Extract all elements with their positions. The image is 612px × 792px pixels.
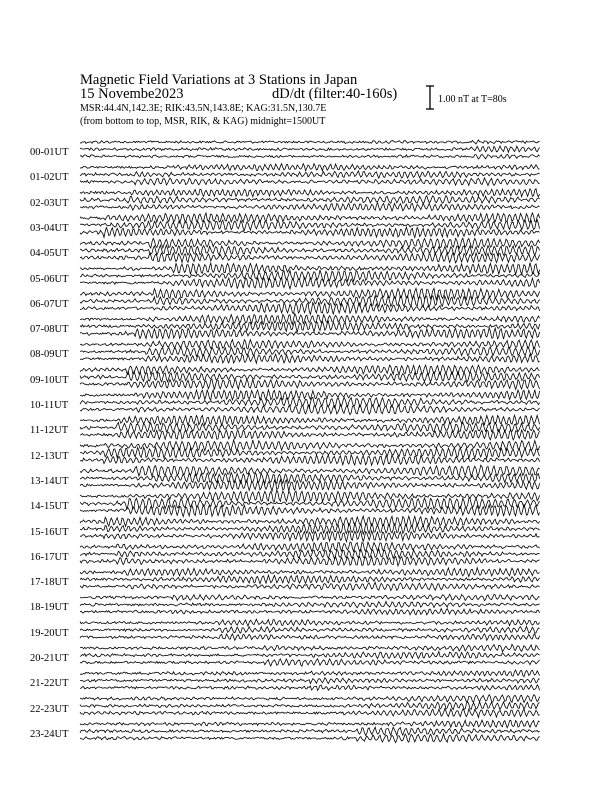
- row-label: 23-24UT: [30, 728, 69, 740]
- trace-line: [80, 227, 540, 238]
- trace-line: [80, 422, 540, 432]
- row-label: 08-09UT: [30, 349, 69, 361]
- trace-line: [80, 220, 540, 230]
- trace-line: [80, 542, 540, 551]
- trace-line: [80, 619, 540, 626]
- trace-line: [80, 154, 540, 159]
- row-label: 07-08UT: [30, 324, 69, 336]
- trace-line: [80, 702, 540, 710]
- trace-line: [80, 659, 540, 666]
- row-label: 17-18UT: [30, 577, 69, 589]
- row-label: 11-12UT: [30, 425, 69, 437]
- quantity-label: dD/dt (filter:40-160s): [272, 86, 398, 102]
- trace-line: [80, 609, 540, 615]
- row-label: 05-06UT: [30, 273, 69, 285]
- trace-line: [80, 238, 540, 248]
- trace-line: [80, 670, 540, 677]
- trace-line: [80, 440, 540, 451]
- trace-line: [80, 245, 540, 255]
- trace-line: [80, 678, 540, 684]
- row-label: 22-23UT: [30, 703, 69, 715]
- trace-line: [80, 734, 540, 743]
- trace-line: [80, 505, 540, 517]
- trace-line: [80, 263, 540, 275]
- station-order-note: (from bottom to top, MSR, RIK, & KAG) midnight=1500UT: [80, 116, 326, 127]
- row-label: 00-01UT: [30, 147, 69, 158]
- row-label: 01-02UT: [30, 172, 69, 184]
- trace-line: [80, 189, 540, 197]
- trace-line: [80, 164, 540, 171]
- trace-line: [80, 354, 540, 363]
- trace-line: [80, 171, 540, 178]
- trace-line: [80, 568, 540, 577]
- trace-line: [80, 549, 540, 559]
- trace-line: [80, 295, 540, 307]
- station-list: MSR:44.4N,142.3E; RIK:43.5N,143.8E; KAG:31.5N,130.7E: [80, 103, 327, 114]
- row-label: 16-17UT: [30, 551, 69, 563]
- trace-line: [80, 328, 540, 339]
- trace-line: [80, 582, 540, 590]
- trace-line: [80, 634, 540, 641]
- row-label: 13-14UT: [30, 475, 69, 487]
- row-label: 12-13UT: [30, 450, 69, 462]
- scale-label: 1.00 nT at T=80s: [438, 94, 507, 105]
- trace-line: [80, 302, 540, 314]
- trace-line: [80, 196, 540, 204]
- scale-bar: [426, 86, 434, 109]
- trace-line: [80, 601, 540, 607]
- trace-line: [80, 480, 540, 492]
- trace-line: [80, 203, 540, 211]
- trace-line: [80, 465, 540, 476]
- trace-line: [80, 575, 540, 583]
- row-label: 15-16UT: [30, 526, 69, 538]
- row-label: 06-07UT: [30, 298, 69, 310]
- row-label: 10-11UT: [30, 400, 69, 411]
- row-label: 02-03UT: [30, 197, 69, 209]
- trace-line: [80, 140, 540, 144]
- trace-line: [80, 390, 540, 400]
- trace-line: [80, 531, 540, 542]
- chart-title: Magnetic Field Variations at 3 Stations in Japan: [80, 72, 358, 88]
- trace-line: [80, 594, 540, 600]
- trace-line: [80, 178, 540, 186]
- trace-line: [80, 709, 540, 718]
- row-label: 19-20UT: [30, 627, 69, 639]
- trace-line: [80, 277, 540, 289]
- trace-line: [80, 213, 540, 223]
- trace-line: [80, 727, 540, 735]
- trace-line: [80, 146, 540, 152]
- row-label: 21-22UT: [30, 678, 69, 690]
- trace-line: [80, 626, 540, 633]
- trace-line: [80, 347, 540, 356]
- trace-line: [80, 314, 540, 325]
- trace-line: [80, 720, 540, 728]
- date-label: 15 Novembe2023: [80, 86, 184, 102]
- trace-line: [80, 556, 540, 565]
- trace-line: [80, 652, 540, 659]
- trace-line: [80, 685, 540, 691]
- trace-line: [80, 695, 540, 703]
- row-label: 09-10UT: [30, 374, 69, 386]
- row-label: 20-21UT: [30, 653, 69, 664]
- trace-line: [80, 340, 540, 349]
- trace-line: [80, 447, 540, 458]
- trace-line: [80, 415, 540, 425]
- row-label: 03-04UT: [30, 222, 69, 234]
- trace-line: [80, 430, 540, 440]
- trace-line: [80, 455, 540, 466]
- trace-line: [80, 253, 540, 263]
- row-label: 04-05UT: [30, 248, 69, 260]
- trace-line: [80, 288, 540, 299]
- trace-group: [80, 140, 540, 743]
- trace-line: [80, 644, 540, 651]
- trace-line: [80, 371, 540, 382]
- row-label: 18-19UT: [30, 602, 69, 614]
- row-label: 14-15UT: [30, 501, 69, 513]
